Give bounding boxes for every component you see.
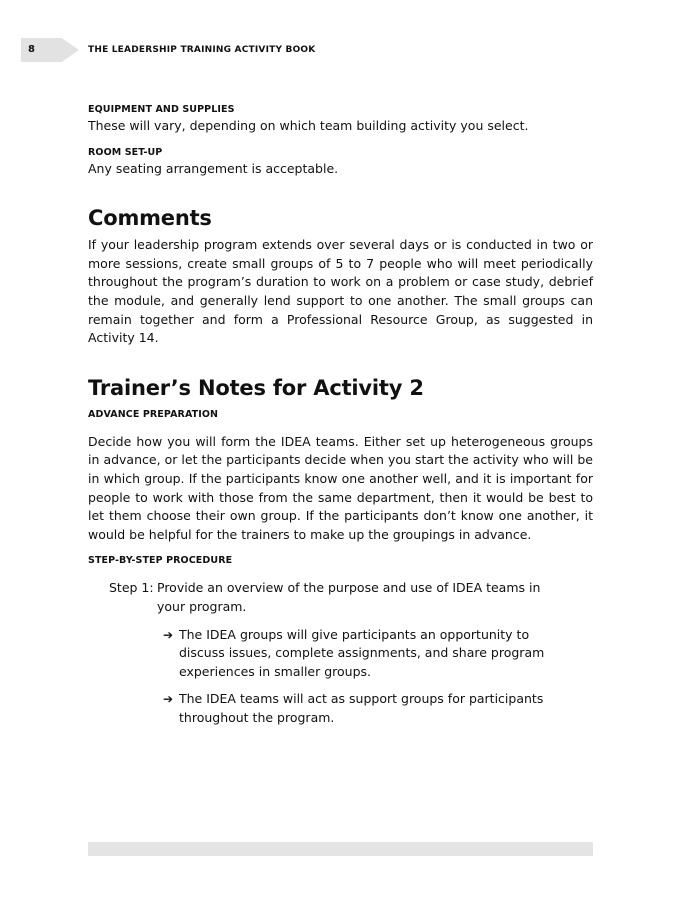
step-1-text: Provide an overview of the purpose and use of IDEA teams in your program.: [157, 580, 541, 614]
equipment-label: EQUIPMENT AND SUPPLIES: [88, 104, 235, 115]
footer-bar: [88, 842, 593, 856]
procedure-label: STEP-BY-STEP PROCEDURE: [88, 555, 233, 567]
room-text: Any seating arrangement is acceptable.: [88, 160, 339, 176]
step-1: [109, 579, 593, 616]
page-content: [88, 103, 593, 727]
advance-preparation-label: ADVANCE PREPARATION: [88, 408, 219, 420]
comments-text: If your leadership program extends over several days or is conducted in two or more sessions, create small groups of 5 to 7 people who will meet periodically throughout the program’s duration to work on a problem or case study, debrief the module, and generally lend support to one another. The small groups can remain together and form a Professional Resource Group, as suggested in Activity 14.: [88, 237, 593, 346]
arrow-bullet-icon: ➔: [163, 692, 174, 707]
running-header: THE LEADERSHIP TRAINING ACTIVITY BOOK: [88, 45, 316, 55]
page-number: 8: [28, 44, 35, 55]
equipment-text: These will vary, depending on which team building activity you select.: [88, 118, 529, 133]
comments-section: [88, 204, 593, 348]
bullet-item: [163, 690, 563, 727]
trainer-notes-section: [88, 374, 593, 728]
step-1-number: Step 1:: [109, 580, 154, 596]
bullet-text: The IDEA groups will give participants an opportunity to discuss issues, complete assignments, and share program experiences in smaller groups.: [179, 626, 545, 679]
comments-heading: Comments: [88, 206, 212, 231]
arrow-bullet-icon: ➔: [163, 627, 174, 642]
room-label: ROOM SET-UP: [88, 146, 163, 158]
bullet-text: The IDEA teams will act as support groups for participants throughout the program.: [179, 691, 544, 725]
room-section: [88, 146, 593, 179]
advance-preparation-text: Decide how you will form the IDEA teams. Either set up heterogeneous groups in advance, or let the participants decide when you start the activity who will be in which group. If the participants know one another well, and it is important for people to work with those from the same department, then it would be best to let them choose their own group. If the participants don’t know one another, it would be helpful for the trainers to make up the groupings in advance.: [88, 433, 593, 542]
bullet-item: [163, 626, 563, 682]
trainer-notes-heading: Trainer’s Notes for Activity 2: [88, 375, 424, 400]
equipment-section: [88, 103, 593, 136]
